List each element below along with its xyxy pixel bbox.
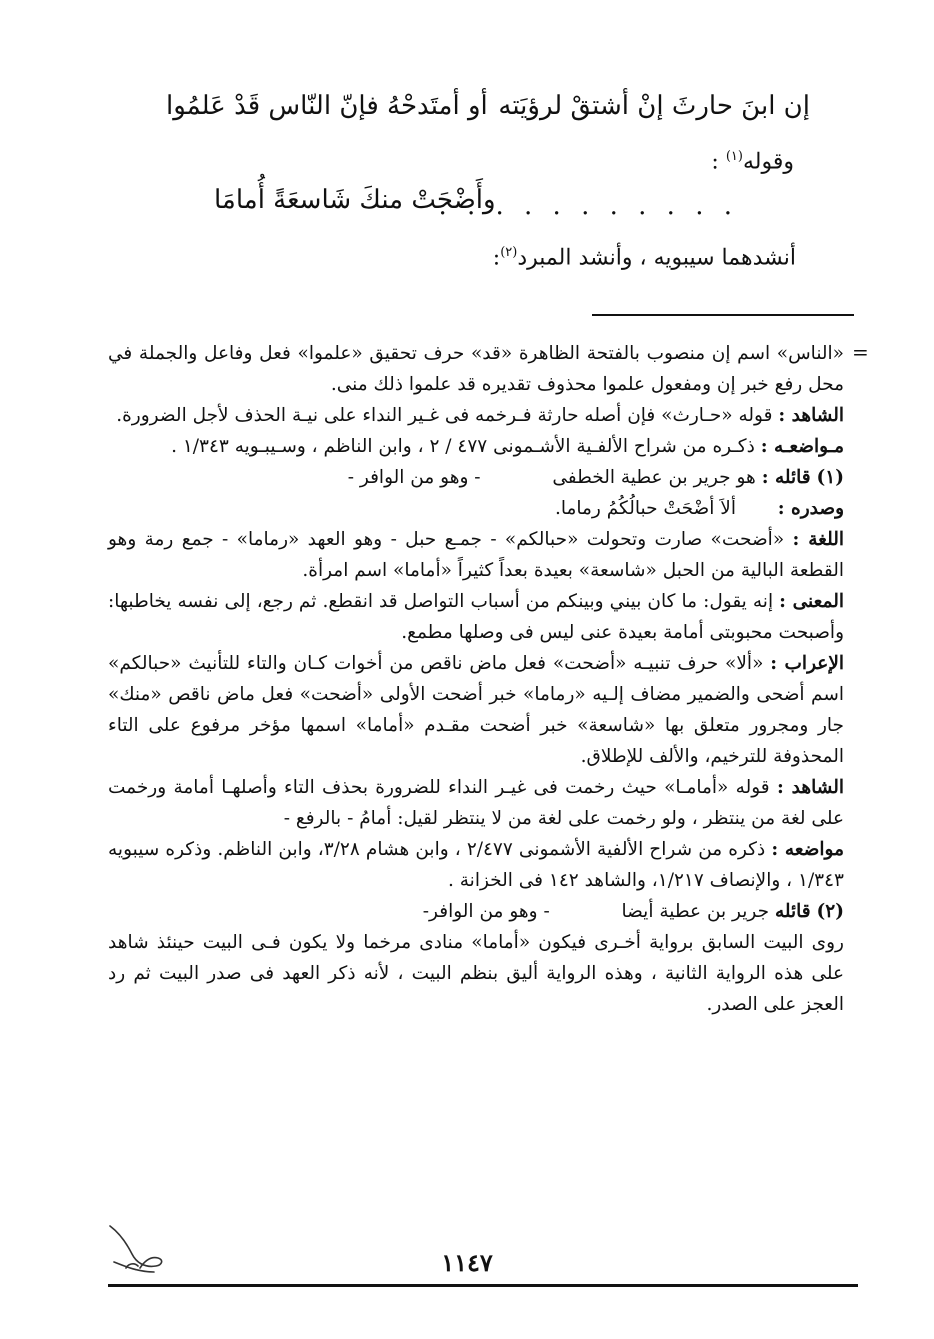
irab-label: الإعراب : bbox=[770, 653, 845, 674]
lugha-text: «أضحت» صارت وتحولت «حبالكم» - جمـع حبل - وهو العهد «رماما» - جمع رمة وهو القطعة البالية من الحبل «شاسعة» بعيدة بعداً كثيراً «أماما» اسم امرأة. bbox=[108, 529, 844, 581]
shahid1-paragraph bbox=[108, 400, 844, 431]
qawluhu-colon: : bbox=[711, 149, 719, 175]
footnotes-block bbox=[108, 338, 844, 1020]
qawluhu-text: وقوله bbox=[742, 149, 794, 175]
verse2-first-hemistich-dots: . . . . . . . . . . . bbox=[438, 191, 738, 221]
shahid2-label: الشاهد : bbox=[776, 777, 845, 798]
mawadi2-text: ذكره من شراح الألفية الأشمونى ٢/٤٧٧ ، وابن هشام ٣/٢٨، وابن الناظم. وذكره سيبويه ١/٣٤٣ ، والإنصاف ١/٢١٧، والشاهد ١٤٢ فى الخزانة . bbox=[108, 839, 844, 891]
footnote-2-meter: - وهو من الوافر- bbox=[422, 901, 550, 922]
shahid1-text: قوله «حـارث» فإن أصله حارثة فـرخمه فى غـير النداء على نيـة الحذف لأجل الضرورة. bbox=[116, 405, 773, 426]
anshad-line bbox=[493, 238, 796, 273]
footnote-2-label: قائله bbox=[774, 901, 811, 922]
shahid1-label: الشاهد : bbox=[778, 405, 844, 426]
footnote-1-author: هو جرير بن عطية الخطفى bbox=[552, 467, 756, 488]
mawadi1-label: مـواضعـه : bbox=[760, 436, 844, 457]
continuation-marker: = bbox=[852, 340, 869, 364]
verse2-second-hemistich: وأَضْحَتْ منكَ شَاسعَةً أُمامَا bbox=[214, 185, 496, 215]
footnote-ref-1: (١) bbox=[725, 149, 743, 164]
footnote-2-header bbox=[108, 896, 844, 927]
verse1-second-hemistich: أو أمتَدحْهُ فإنّ النّاس قَدْ عَلمُوا bbox=[166, 91, 488, 121]
sadr-line bbox=[108, 493, 844, 524]
mawadi2-label: مواضعه : bbox=[771, 839, 844, 860]
anshad-colon: : bbox=[492, 245, 501, 271]
verse1-first-hemistich: إن ابنَ حارثَ إنْ أشتقْ لرؤيَته bbox=[498, 91, 810, 121]
mawadi2-paragraph bbox=[108, 834, 844, 896]
lugha-label: اللغة : bbox=[792, 529, 844, 550]
footnote-2-author: جرير بن عطية أيضا bbox=[621, 901, 770, 922]
footnote-1-meter: - وهو من الوافر - bbox=[347, 467, 481, 488]
irab-paragraph bbox=[108, 648, 844, 772]
sadr-text: ألاَ أضْحَتْ حبالُكُمُ رماما. bbox=[554, 498, 736, 519]
page-number: ١١٤٧ bbox=[441, 1248, 493, 1277]
mawadi1-paragraph bbox=[108, 431, 844, 462]
footnote-separator bbox=[592, 314, 854, 316]
footnote-1-header bbox=[108, 462, 844, 493]
bottom-rule bbox=[108, 1284, 858, 1287]
anshad-text: أنشدهما سيبويه ، وأنشد المبرد bbox=[517, 245, 796, 271]
footnote-continuation: «الناس» اسم إن منصوب بالفتحة الظاهرة «قد» حرف تحقيق «علموا» فعل وفاعل والجملة في محل رفع خبر إن ومفعول علموا محذوف تقديره قد علموا ذلك منى. bbox=[108, 343, 844, 395]
mawadi1-text: ذكـره من شراح الألفـية الأشـمونى ٤٧٧ / ٢ ، وابن الناظم ، وسـيبـويه ١/٣٤٣ . bbox=[171, 436, 755, 457]
lugha-paragraph bbox=[108, 524, 844, 586]
shahid2-text: قوله «أمامـا» حيث رخمت فى غيـر النداء للضرورة بحذف التاء وأصلهـا أمامة ورخمت على لغة من ينتظر ، ولو رخمت على لغة من لا ينتظر لقيل: أمامُ - بالرفع - bbox=[108, 777, 844, 829]
irab-text: «ألا» حرف تنبيـه «أضحت» فعل ماض ناقص من أخوات كـان والتاء للتأنيث «حبالكم» اسم أضحى والضمير مضاف إلـيه «رماما» خبر أضحت الأولى «أضحت» فعل ماض ناقص «منك» جار ومجرور متعلق بها «شاسعة» خبر أضحت مقـدم «أماما» اسمها مؤخر مرفوع على التاء المحذوفة للترخيم، والألف للإطلاق. bbox=[108, 653, 844, 767]
sadr-label: وصدره : bbox=[777, 498, 844, 519]
mana-label: المعنى : bbox=[779, 591, 844, 612]
footnote-1-number: (١) bbox=[816, 467, 844, 488]
footnote-ref-2: (٢) bbox=[500, 245, 518, 260]
footnote-2-body: روى البيت السابق برواية أخـرى فيكون «أماما» منادى مرخما ولا يكون فـى البيت حينئذ شاهد على هذه الرواية الثانية ، وهذه الرواية أليق بنظم البيت ، لأنه ذكر العهد فى صدر البيت ثم رد العجز على الصدر. bbox=[108, 932, 844, 1015]
mana-paragraph bbox=[108, 586, 844, 648]
footnote-1-label: قائله : bbox=[761, 467, 811, 488]
footnote-2-number: (٢) bbox=[816, 901, 844, 922]
qawluhu-line bbox=[711, 142, 794, 177]
shahid2-paragraph bbox=[108, 772, 844, 834]
mana-text: إنه يقول: ما كان بيني وبينكم من أسباب التواصل قد انقطع. ثم رجع، إلى نفسه يخاطبها: وأصبحت محبوبتى أمامة بعيدة عنى ليس فى وصلها مطمع. bbox=[108, 591, 844, 643]
